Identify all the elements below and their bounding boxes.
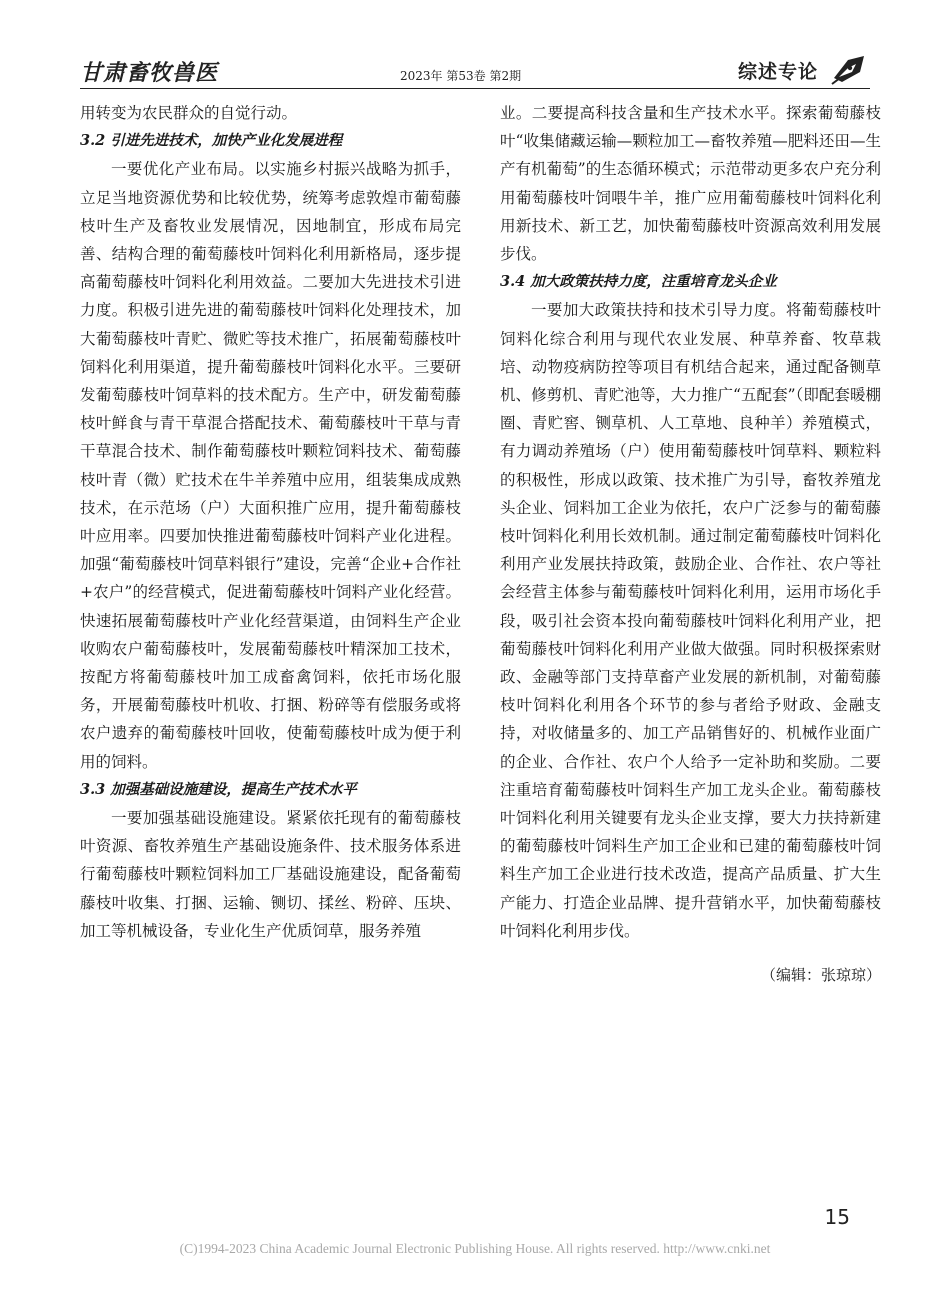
paragraph: 一要加大政策扶持和技术引导力度。将葡萄藤枝叶饲料化综合利用与现代农业发展、种草养畜、牧草栽培、动物疫病防控等项目有机结合起来，通过配备铡草机、修剪机、青贮池等，大力推广“五配套”（即配套暖棚圈、青贮窖、铡草机、人工草地、良种羊）养殖模式，有力调动养殖场（户）使用葡萄藤枝叶饲草料、颗粒料的积极性，形成以政策、技术推广为引导，畜牧养殖龙头企业、饲料加工企业为依托，农户广泛参与的葡萄藤枝叶饲料化利用长效机制。通过制定葡萄藤枝叶饲料化利用产业发展扶持政策，鼓励企业、合作社、农户等社会经营主体参与葡萄藤枝叶饲料化利用，运用市场化手段，吸引社会资本投向葡萄藤枝叶饲料化利用产业，把葡萄藤枝叶饲料化利用产业做大做强。同时积极探索财政、金融等部门支持草畜产业发展的新机制，对葡萄藤枝叶饲料化利用各个环节的参与者给予财政、金融支持，对收储量多的、加工产品销售好的、机械作业面广的企业、合作社、农户个人给予一定补助和奖励。二要注重培育葡萄藤枝叶饲料生产加工龙头企业。葡萄藤枝叶饲料化利用关键要有龙头企业支撑，要大力扶持新建的葡萄藤枝叶饲料生产加工企业和已建的葡萄藤枝叶饲料生产加工企业进行技术改造，提高产品质量、扩大生产能力、打造企业品牌、提升营销水平，加快葡萄藤枝叶饲料化利用步伐。 [500, 301, 881, 940]
paragraph: 一要优化产业布局。以实施乡村振兴战略为抓手，立足当地资源优势和比较优势，统筹考虑敦煌市葡萄藤枝叶生产及畜牧业发展情况，因地制宜，形成布局完善、结构合理的葡萄藤枝叶饲料化利用新格局，逐步提高葡萄藤枝叶饲料化利用效益。二要加大先进技术引进力度。积极引进先进的葡萄藤枝叶饲料化处理技术，加大葡萄藤枝叶青贮、微贮等技术推广，拓展葡萄藤枝叶饲料化利用渠道，提升葡萄藤枝叶饲料化水平。三要研发葡萄藤枝叶饲草料的技术配方。生产中，研发葡萄藤枝叶鲜食与青干草混合搭配技术、葡萄藤枝叶干草与青干草混合技术、制作葡萄藤枝叶颗粒饲料技术、葡萄藤枝叶青（微）贮技术在牛羊养殖中应用，组装集成成熟技术，在示范场（户）大面积推广应用，提升葡萄藤枝叶应用率。四要加快推进葡萄藤枝叶饲料产业化进程。加强“葡萄藤枝叶饲草料银行”建设，完善“企业+合作社+农户”的经营模式，促进葡萄藤枝叶饲料产业化经营。快速拓展葡萄藤枝叶产业化经营渠道，由饲料生产企业收购农户葡萄藤枝叶，发展葡萄藤枝叶精深加工技术，按配方将葡萄藤枝叶加工成畜禽饲料，依托市场化服务，开展葡萄藤枝叶机收、打捆、粉碎等有偿服务或将农户遗弃的葡萄藤枝叶回收，使葡萄藤枝叶成为便于利用的饲料。 [80, 160, 461, 771]
subheading-3-4: 3.4 加大政策扶持力度，注重培育龙头企业 [500, 273, 777, 291]
section-title: 综述专论 [737, 61, 818, 83]
subheading-3-3: 3.3 加强基础设施建设，提高生产技术水平 [80, 780, 357, 798]
page-header [80, 48, 870, 90]
footer-copyright: (C)1994-2023 China Academic Journal Electronic Publishing House. All rights reserved. http://www.cnki.net [179, 1241, 771, 1256]
subheading-3-2: 3.2 引进先进技术，加快产业化发展进程 [80, 132, 343, 150]
editor-credit: （编辑：张琼琼） [760, 966, 881, 985]
paragraph: 用转变为农民群众的自觉行动。 [80, 104, 298, 122]
issue-info: 2023年 第53卷 第2期 [400, 69, 522, 83]
page-number: 15 [824, 1205, 850, 1229]
pen-nib-icon [830, 52, 870, 86]
paragraph: 业。二要提高科技含量和生产技术水平。探索葡萄藤枝叶“收集储藏运输—颗粒加工—畜牧养殖—肥料还田—生产有机葡萄”的生态循环模式；示范带动更多农户充分利用葡萄藤枝叶饲喂牛羊，推广应用葡萄藤枝叶饲料化利用新技术、新工艺，加快葡萄藤枝叶资源高效利用发展步伐。 [500, 104, 881, 264]
left-column [80, 99, 461, 945]
header-divider [80, 88, 870, 89]
right-column [500, 99, 881, 989]
journal-name: 甘肃畜牧兽医 [80, 60, 219, 86]
paragraph: 一要加强基础设施建设。紧紧依托现有的葡萄藤枝叶资源、畜牧养殖生产基础设施条件、技术服务体系进行葡萄藤枝叶颗粒饲料加工厂基础设施建设，配备葡萄藤枝叶收集、打捆、运输、铡切、揉丝、粉碎、压块、加工等机械设备，专业化生产优质饲草，服务养殖 [80, 809, 461, 940]
